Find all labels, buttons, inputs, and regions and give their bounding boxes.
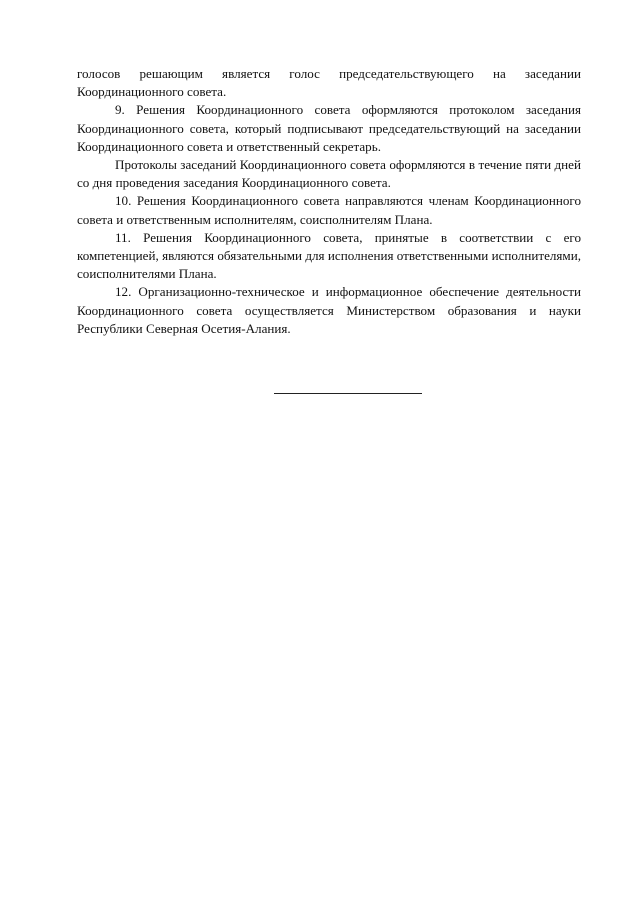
paragraph-12-support: 12. Организационно-техническое и информационное обеспечение деятельности Координационного совета осуществляется Министерством образования и науки Республики Северная Осетия-Алания. — [77, 284, 581, 336]
end-divider-line — [274, 393, 422, 394]
paragraph-continued-voting: голосов решающим является голос председательствующего на заседании Координационного совета. — [77, 66, 581, 100]
paragraph-9-protocols: Протоколы заседаний Координационного совета оформляются в течение пяти дней со дня проведения заседания Координационного совета. — [77, 157, 581, 191]
paragraph-11-obligatory: 11. Решения Координационного совета, принятые в соответствии с его компетенцией, являются обязательными для исполнения ответственными исполнителями, соисполнителями Плана. — [77, 229, 581, 282]
paragraph-9-decisions: 9. Решения Координационного совета оформляются протоколом заседания Координационного совета, который подписывают председательствующий на заседании Координационного совета и ответственный секретарь. — [77, 102, 581, 154]
paragraph-10-distribution: 10. Решения Координационного совета направляются членам Координационного совета и ответственным исполнителям, соисполнителям Плана. — [77, 193, 581, 227]
document-page — [77, 65, 581, 338]
